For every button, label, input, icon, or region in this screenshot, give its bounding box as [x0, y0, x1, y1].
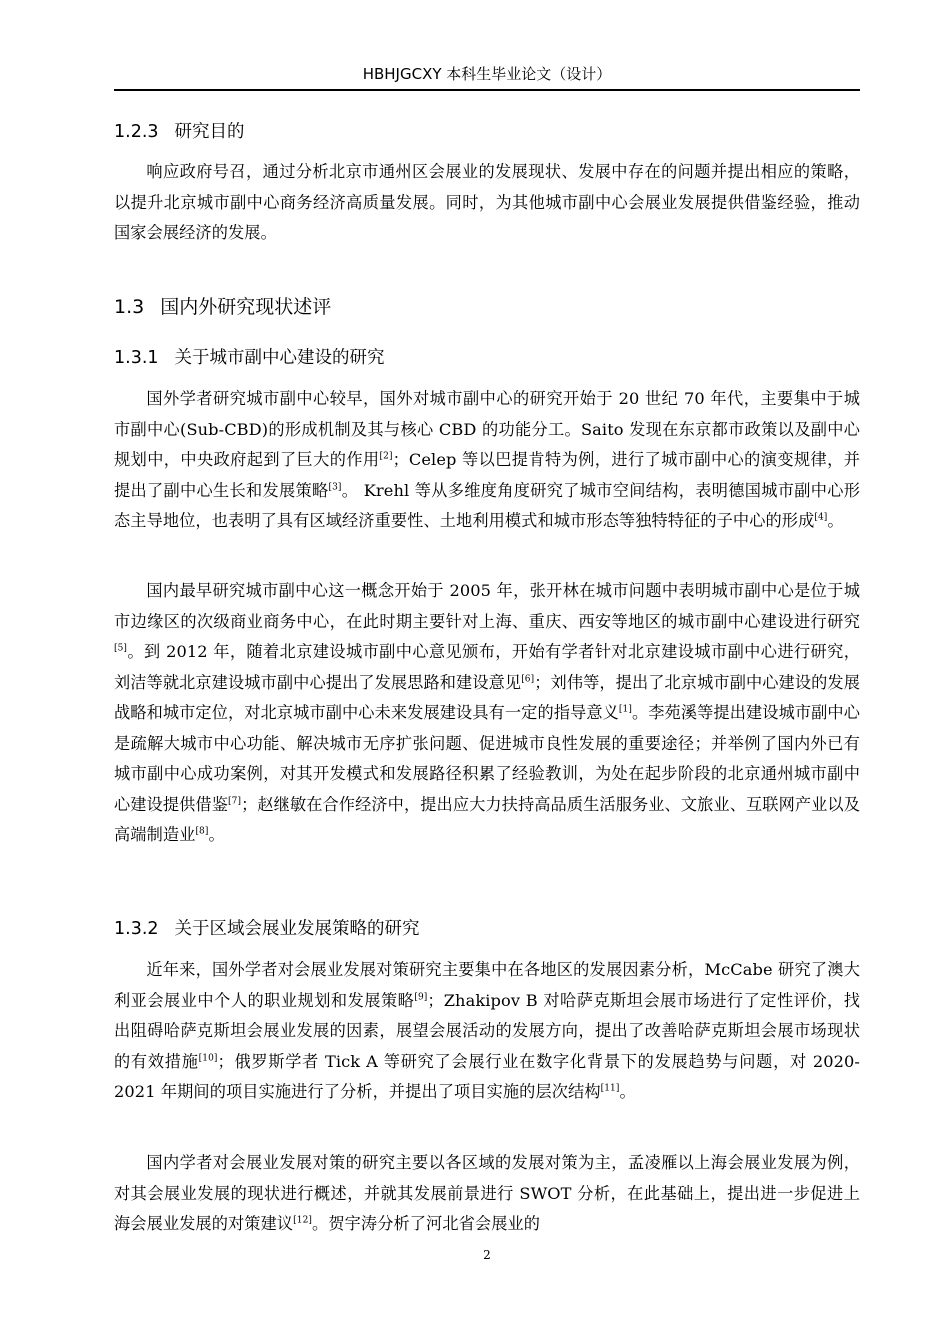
heading-1-2-3 [114, 118, 860, 146]
heading-title: 关于城市副中心建设的研究 [174, 348, 385, 368]
heading-title: 研究目的 [174, 122, 245, 142]
header-rule [114, 89, 860, 91]
heading-title: 关于区域会展业发展策略的研究 [174, 919, 420, 939]
running-header: HBHJGCXY 本科生毕业论文（设计） [362, 65, 612, 83]
paragraph-domestic-exhibition: 国内学者对会展业发展对策的研究主要以各区域的发展对策为主，孟凌雁以上海会展业发展为例，对其会展业发展的现状进行概述，并就其发展前景进行 SWOT 分析，在此基础上，提出进一步促进上海会展业发展的对策建议[12]。贺宇涛分析了河北省会展业的 [114, 1153, 860, 1233]
paragraph-foreign-sub-center: 国外学者研究城市副中心较早，国外对城市副中心的研究开始于 20 世纪 70 年代，主要集中于城市副中心(Sub-CBD)的形成机制及其与核心 CBD 的功能分工。Saito 发现在东京都市政策以及副中心规划中，中央政府起到了巨大的作用[2]；Celep 等以巴提肯特为例，进行了城市副中心的演变规律，并提出了副中心生长和发展策略[3]。 Krehl 等从多维度角度研究了城市空间结构，表明德国城市副中心形态主导地位，也表明了具有区域经济重要性、土地利用模式和城市形态等独特特征的子中心的形成[4]。 [114, 389, 860, 530]
citation: [10] [198, 1053, 218, 1064]
heading-number: 1.3 [114, 296, 145, 318]
citation: [3] [328, 482, 342, 493]
citation: [2] [379, 451, 393, 462]
paragraph-research-purpose: 响应政府号召，通过分析北京市通州区会展业的发展现状、发展中存在的问题并提出相应的策略，以提升北京城市副中心商务经济高质量发展。同时，为其他城市副中心会展业发展提供借鉴经验，推动国家会展经济的发展。 [114, 162, 860, 242]
paragraph-foreign-exhibition: 近年来，国外学者对会展业发展对策研究主要集中在各地区的发展因素分析，McCabe 研究了澳大利亚会展业中个人的职业规划和发展策略[9]；Zhakipov B 对哈萨克斯坦会展市场进行了定性评价，找出阻碍哈萨克斯坦会展业发展的因素，展望会展活动的发展方向，提出了改善哈萨克斯坦会展市场现状的有效措施[10]；俄罗斯学者 Tick A 等研究了会展行业在数字化背景下的发展趋势与问题，对 2020-2021 年期间的项目实施进行了分析，并提出了项目实施的层次结构[11]。 [114, 960, 860, 1101]
heading-1-3 [114, 292, 860, 322]
heading-number: 1.3.2 [114, 919, 159, 939]
citation: [8] [195, 826, 209, 837]
paragraph-domestic-sub-center: 国内最早研究城市副中心这一概念开始于 2005 年，张开林在城市问题中表明城市副中心是位于城市边缘区的次级商业商务中心，在此时期主要针对上海、重庆、西安等地区的城市副中心建设进行研究[5]。到 2012 年，随着北京建设城市副中心意见颁布，开始有学者针对北京建设城市副中心进行研究，刘洁等就北京建设城市副中心提出了发展思路和建设意见[6]；刘伟等，提出了北京城市副中心建设的发展战略和城市定位，对北京城市副中心未来发展建设具有一定的指导意义[1]。李苑溪等提出建设城市副中心是疏解大城市中心功能、解决城市无序扩张问题、促进城市良性发展的重要途径；并举例了国内外已有城市副中心成功案例，对其开发模式和发展路径积累了经验教训，为处在起步阶段的北京通州城市副中心建设提供借鉴[7]；赵继敏在合作经济中，提出应大力扶持高品质生活服务业、文旅业、互联网产业以及高端制造业[8]。 [114, 581, 861, 844]
page-number: 2 [483, 1248, 491, 1262]
heading-number: 1.3.1 [114, 348, 159, 368]
citation: [6] [521, 674, 535, 685]
citation: [1] [618, 704, 632, 715]
citation: [11] [600, 1083, 620, 1094]
citation: [12] [293, 1215, 313, 1226]
citation: [5] [114, 643, 128, 654]
heading-1-3-2 [114, 915, 860, 943]
heading-number: 1.2.3 [114, 122, 159, 142]
citation: [7] [228, 796, 242, 807]
heading-title: 国内外研究现状述评 [160, 296, 332, 318]
heading-1-3-1 [114, 344, 860, 372]
citation: [4] [814, 512, 828, 523]
citation: [9] [414, 992, 428, 1003]
